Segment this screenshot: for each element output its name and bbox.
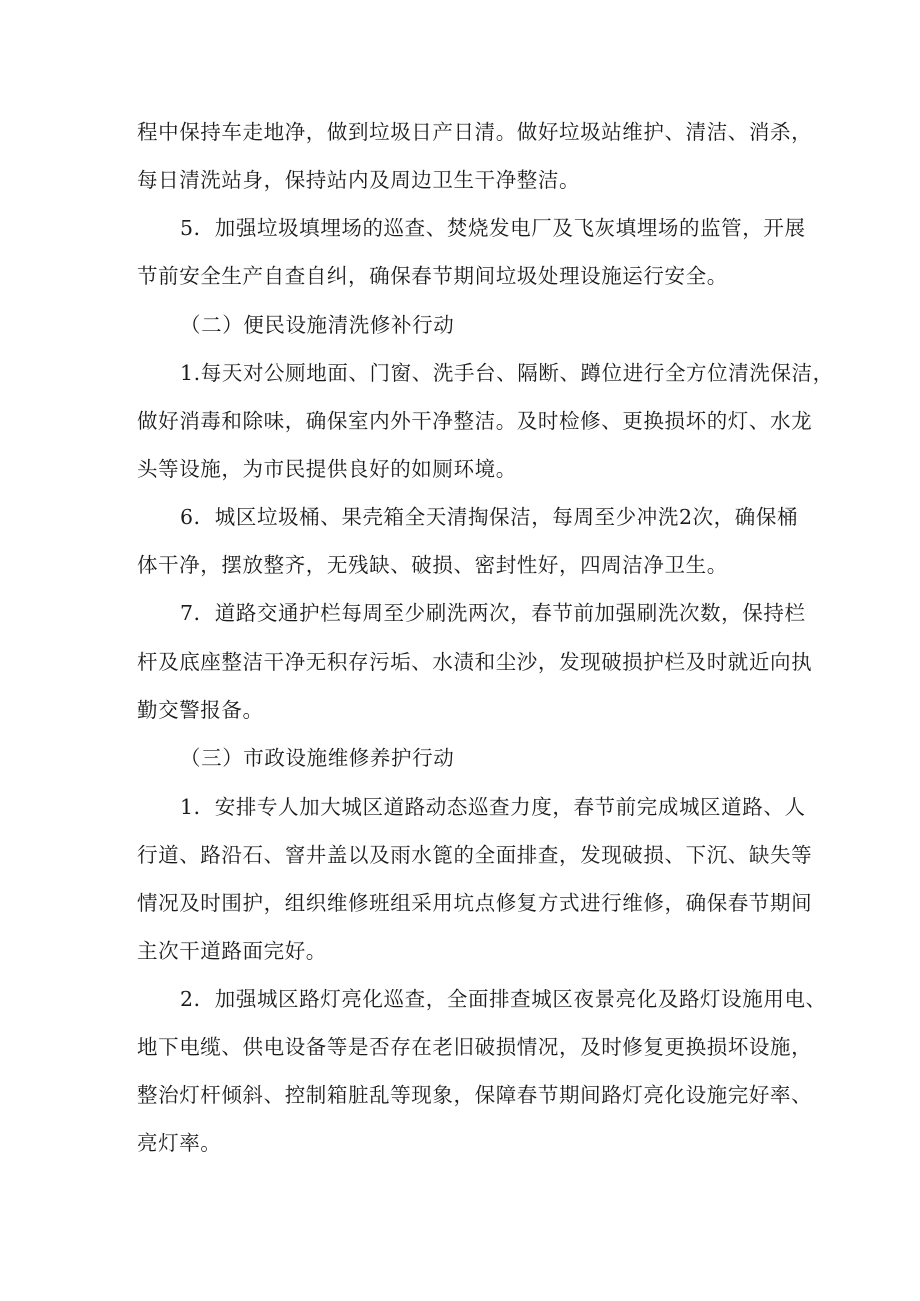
text-line: 整治灯杆倾斜、控制箱脏乱等现象，保障春节期间路灯亮化设施完好率、 — [137, 1083, 813, 1107]
section-heading: （三）市政设施维修养护行动 — [180, 746, 455, 770]
text-line: 杆及底座整洁干净无积存污垢、水渍和尘沙，发现破损护栏及时就近向执 — [137, 650, 813, 674]
text-line: 亮灯率。 — [137, 1131, 222, 1155]
text-line: 每日清洗站身，保持站内及周边卫生干净整洁。 — [137, 168, 581, 192]
text-line: 勤交警报备。 — [137, 698, 264, 722]
text-line: 体干净，摆放整齐，无残缺、破损、密封性好，四周洁净卫生。 — [137, 553, 728, 577]
text-line: 情况及时围护，组织维修班组采用坑点修复方式进行维修，确保春节期间 — [137, 891, 813, 915]
text-line: 地下电缆、供电设备等是否存在老旧破损情况，及时修复更换损坏设施， — [137, 1035, 813, 1059]
text-line: 程中保持车走地净，做到垃圾日产日清。做好垃圾站维护、清洁、消杀， — [137, 120, 813, 144]
text-line: 7．道路交通护栏每周至少刷洗两次，春节前加强刷洗次数，保持栏 — [180, 601, 806, 625]
text-line: 1．安排专人加大城区道路动态巡查力度，春节前完成城区道路、人 — [180, 795, 806, 819]
text-line: 6．城区垃圾桶、果壳箱全天清掏保洁，每周至少冲洗2次，确保桶 — [180, 505, 799, 529]
text-line: 主次干道路面完好。 — [137, 939, 327, 963]
text-line: 2．加强城区路灯亮化巡查，全面排查城区夜景亮化及路灯设施用电、 — [180, 987, 827, 1011]
text-line: 5．加强垃圾填埋场的巡查、焚烧发电厂及飞灰填埋场的监管，开展 — [180, 216, 806, 240]
text-line: 1.每天对公厕地面、门窗、洗手台、隔断、蹲位进行全方位清洗保洁， — [180, 361, 834, 385]
text-line: 节前安全生产自查自纠，确保春节期间垃圾处理设施运行安全。 — [137, 264, 728, 288]
section-heading: （二）便民设施清洗修补行动 — [180, 313, 455, 337]
text-line: 行道、路沿石、窨井盖以及雨水篦的全面排查，发现破损、下沉、缺失等 — [137, 843, 813, 867]
text-line: 做好消毒和除味，确保室内外干净整洁。及时检修、更换损坏的灯、水龙 — [137, 409, 813, 433]
text-line: 头等设施，为市民提供良好的如厕环境。 — [137, 457, 517, 481]
